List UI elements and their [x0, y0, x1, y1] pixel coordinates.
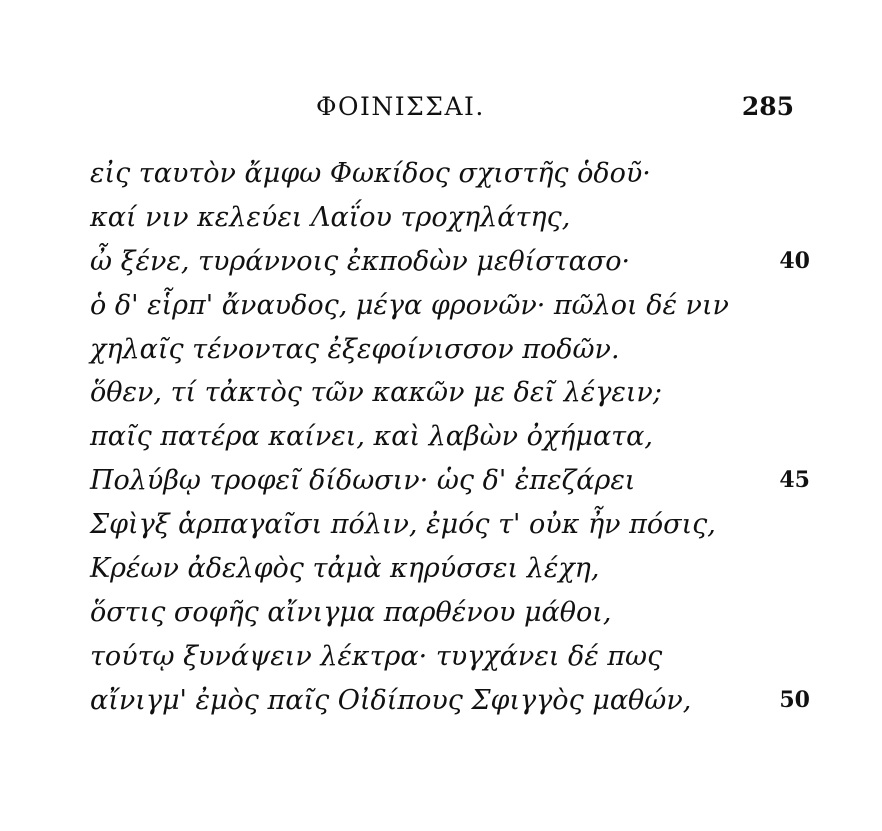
- verse-text: Πολύβῳ τροφεῖ δίδωσιν· ὡς δ' ἐπεζάρει: [90, 465, 636, 497]
- verse-text: ὁ δ' εἷρπ' ἄναυδος, μέγα φρονῶν· πῶλοι δέ νιν: [90, 289, 729, 321]
- line-number: 45: [779, 467, 810, 494]
- verse-text: χηλαῖς τένοντας ἐξεφοίνισσον ποδῶν.: [90, 333, 620, 365]
- line-number: 50: [779, 686, 810, 713]
- page-number: 285: [741, 92, 794, 121]
- verse-text: τούτῳ ξυνάψειν λέκτρα· τυγχάνει δέ πως: [90, 640, 663, 672]
- verse-line: [90, 328, 810, 372]
- verse-text: αἴνιγμ' ἐμὸς παῖς Οἰδίπους Σφιγγὸς μαθών,: [90, 684, 692, 716]
- verse-line: [90, 503, 810, 547]
- verse-line: [90, 591, 810, 635]
- verse-line: [90, 240, 810, 284]
- verse-text: καί νιν κελεύει Λαΐου τροχηλάτης,: [90, 201, 571, 233]
- verse-text: παῖς πατέρα καίνει, καὶ λαβὼν ὀχήματα,: [90, 421, 653, 453]
- verse-line: [90, 547, 810, 591]
- verse-line: [90, 152, 810, 196]
- line-number: 40: [779, 247, 810, 274]
- verse-line: [90, 371, 810, 415]
- verse-text: ὦ ξένε, τυράννοις ἐκποδὼν μεθίστασο·: [90, 245, 631, 277]
- verse-text: ὅστις σοφῆς αἴνιγμα παρθένου μάθοι,: [90, 596, 612, 628]
- verse-line: [90, 635, 810, 679]
- verse-text: Σφὶγξ ἁρπαγαῖσι πόλιν, ἐμός τ' οὐκ ἦν πόσις,: [90, 509, 716, 541]
- verse-line: [90, 415, 810, 459]
- verse-block: [90, 152, 810, 723]
- running-title: ΦΟΙΝΙΣΣΑΙ.: [316, 92, 485, 121]
- verse-text: ὅθεν, τί τἀκτὸς τῶν κακῶν με δεῖ λέγειν;: [90, 377, 662, 409]
- verse-text: Κρέων ἀδελφὸς τἀμὰ κηρύσσει λέχη,: [90, 553, 600, 585]
- verse-line: [90, 196, 810, 240]
- verse-line: [90, 284, 810, 328]
- verse-line: [90, 679, 810, 723]
- verse-line: [90, 459, 810, 503]
- verse-text: εἰς ταυτὸν ἄμφω Φωκίδος σχιστῆς ὁδοῦ·: [90, 158, 651, 189]
